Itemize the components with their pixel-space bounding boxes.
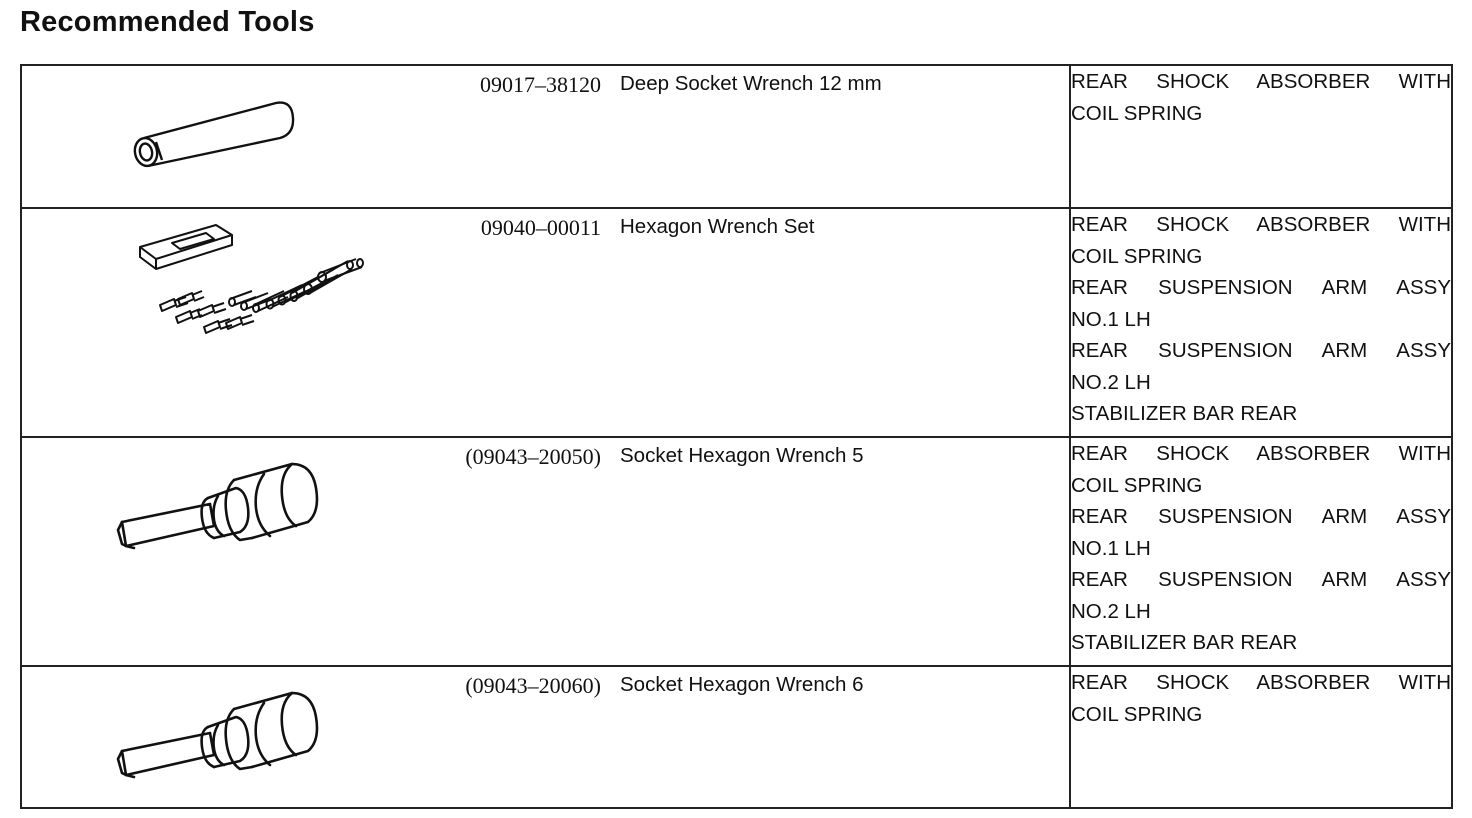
usage-notes-cell xyxy=(1070,437,1452,666)
note-line: REAR SUSPENSION ARM ASSY xyxy=(1071,568,1451,591)
tool-name: Socket Hexagon Wrench 6 xyxy=(620,673,864,696)
hexagon-wrench-set-icon xyxy=(134,221,364,337)
note-line: REAR SHOCK ABSORBER WITH xyxy=(1071,213,1451,236)
tool-row xyxy=(21,65,1452,208)
tool-name: Deep Socket Wrench 12 mm xyxy=(620,72,882,95)
tool-info-cell xyxy=(21,65,1070,208)
usage-notes-cell xyxy=(1070,666,1452,808)
note-line: STABILIZER BAR REAR xyxy=(1071,402,1298,425)
usage-notes-cell xyxy=(1070,65,1452,208)
tool-row xyxy=(21,437,1452,666)
usage-notes-cell xyxy=(1070,208,1452,437)
socket-hexagon-wrench-icon xyxy=(114,460,324,556)
part-number: (09043–20050) xyxy=(465,444,601,469)
page-title: Recommended Tools xyxy=(20,6,315,38)
tool-row xyxy=(21,666,1452,808)
recommended-tools-table xyxy=(20,64,1453,809)
tool-info-cell xyxy=(21,666,1070,808)
note-line: COIL SPRING xyxy=(1071,702,1203,726)
note-line: STABILIZER BAR REAR xyxy=(1071,631,1298,654)
note-line: COIL SPRING xyxy=(1071,101,1203,125)
tool-info-cell xyxy=(21,437,1070,666)
part-number: (09043–20060) xyxy=(465,673,601,698)
note-line: COIL SPRING xyxy=(1071,244,1203,268)
note-line: REAR SHOCK ABSORBER WITH xyxy=(1071,671,1451,694)
part-number: 09017–38120 xyxy=(480,72,601,97)
note-line: NO.2 LH xyxy=(1071,370,1151,394)
tool-name: Socket Hexagon Wrench 5 xyxy=(620,444,864,467)
tool-row xyxy=(21,208,1452,437)
note-line: REAR SUSPENSION ARM ASSY xyxy=(1071,276,1451,299)
note-line: REAR SUSPENSION ARM ASSY xyxy=(1071,505,1451,528)
note-line: REAR SHOCK ABSORBER WITH xyxy=(1071,442,1451,465)
note-line: NO.2 LH xyxy=(1071,599,1151,623)
note-line: NO.1 LH xyxy=(1071,307,1151,331)
tool-info-cell xyxy=(21,208,1070,437)
note-line: COIL SPRING xyxy=(1071,473,1203,497)
note-line: REAR SHOCK ABSORBER WITH xyxy=(1071,70,1451,93)
tool-name: Hexagon Wrench Set xyxy=(620,215,815,238)
note-line: REAR SUSPENSION ARM ASSY xyxy=(1071,339,1451,362)
socket-hexagon-wrench-icon xyxy=(114,689,324,785)
deep-socket-icon xyxy=(126,96,301,168)
note-line: NO.1 LH xyxy=(1071,536,1151,560)
part-number: 09040–00011 xyxy=(480,215,601,240)
